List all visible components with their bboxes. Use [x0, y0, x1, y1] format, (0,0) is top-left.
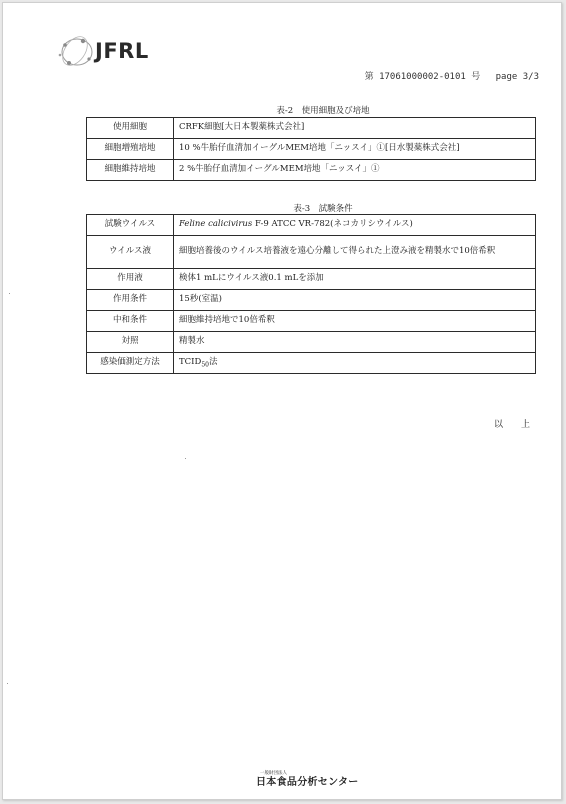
jfrl-logo — [53, 33, 173, 73]
row-label: 感染価測定方法 — [87, 353, 174, 374]
table-row — [87, 311, 536, 332]
row-value: 2 %牛胎仔血清加イーグルMEM培地「ニッスイ」① — [174, 160, 536, 181]
scan-speck — [7, 683, 8, 684]
virus-species: Feline calicivirus — [179, 219, 253, 230]
row-label: 作用液 — [87, 269, 174, 290]
row-value: CRFK細胞[大日本製薬株式会社] — [174, 118, 536, 139]
scan-speck — [185, 458, 186, 459]
page-indicator: page 3/3 — [495, 72, 539, 82]
closing-mark: 以上 — [494, 420, 549, 430]
document-number-line — [365, 69, 539, 82]
cells-media-table — [86, 117, 536, 181]
jfrl-logo-icon — [53, 33, 97, 71]
table2-caption: 表-2 使用細胞及び培地 — [276, 106, 370, 116]
method-main: TCID — [179, 356, 202, 367]
virus-strain: F-9 ATCC VR-782(ネコカリシウイルス) — [252, 219, 413, 230]
table-row — [87, 139, 536, 160]
table-row — [87, 215, 536, 236]
row-label: 対照 — [87, 332, 174, 353]
row-value: 細胞維持培地で10倍希釈 — [174, 311, 536, 332]
table-row — [87, 236, 536, 269]
document-number: 第 17061000002-0101 号 — [364, 72, 481, 82]
row-value: 15秒(室温) — [174, 290, 536, 311]
test-conditions-table — [86, 214, 536, 374]
row-value: 10 %牛胎仔血清加イーグルMEM培地「ニッスイ」①[日水製薬株式会社] — [174, 139, 536, 160]
row-value — [174, 353, 536, 374]
row-label: 使用細胞 — [87, 118, 174, 139]
table3-caption: 表-3 試験条件 — [293, 204, 353, 214]
org-name: 日本食品分析センター — [256, 777, 359, 788]
row-value — [174, 215, 536, 236]
row-label: ウイルス液 — [87, 236, 174, 269]
row-value: 検体1 mLにウイルス液0.1 mLを添加 — [174, 269, 536, 290]
table-row — [87, 160, 536, 181]
logo-text: JFRL — [95, 39, 149, 63]
table-row — [87, 290, 536, 311]
row-value: 細胞培養後のウイルス培養液を遠心分離して得られた上澄み液を精製水で10倍希釈 — [174, 236, 536, 269]
method-subscript: 50 — [201, 361, 209, 369]
org-type: 一般財団法人 — [260, 771, 287, 776]
scan-speck — [9, 293, 10, 294]
footer-organization — [256, 771, 366, 789]
table-row — [87, 118, 536, 139]
row-label: 細胞維持培地 — [87, 160, 174, 181]
table-row — [87, 269, 536, 290]
row-label: 試験ウイルス — [87, 215, 174, 236]
table-row — [87, 353, 536, 374]
row-value: 精製水 — [174, 332, 536, 353]
row-label: 作用条件 — [87, 290, 174, 311]
table-row — [87, 332, 536, 353]
document-page — [2, 2, 562, 800]
row-label: 中和条件 — [87, 311, 174, 332]
row-label: 細胞増殖培地 — [87, 139, 174, 160]
method-tail: 法 — [209, 356, 218, 367]
